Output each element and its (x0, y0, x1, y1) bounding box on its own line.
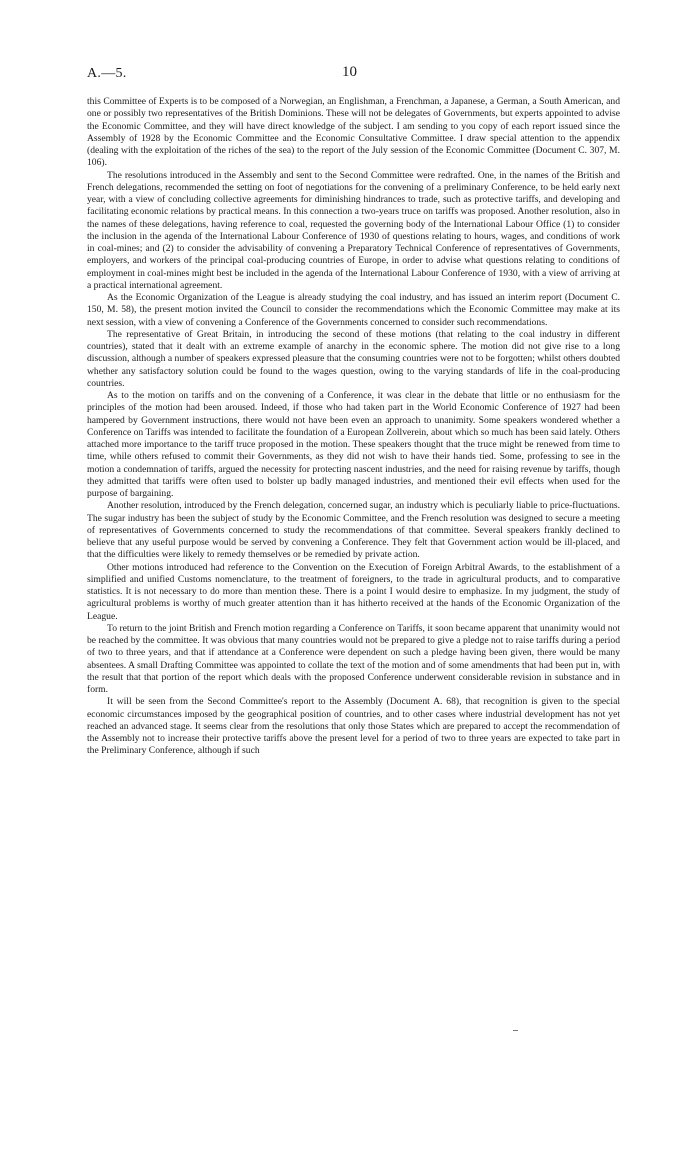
paragraph-2: The resolutions introduced in the Assembly and sent to the Second Committee were redrafted. One, in the names of the British and French delegations, recommended the setting on foot of negotiations for the convening of a preliminary Conference, to be held early next year, with a view of concluding collective agreements for diminishing hindrances to trade, such as protective tariffs, and developing and facilitating economic relations by practical means. In this connection a two-years truce on tariffs was proposed. Another resolution, also in the names of these delegations, having reference to coal, requested the governing body of the International Labour Office (1) to consider the inclusion in the agenda of the International Labour Conference of 1930 of questions relating to hours, wages, and conditions of work in coal-mines; and (2) to consider the advisability of convening a Preparatory Technical Conference of representatives of Governments, employers, and workers of the principal coal-producing countries of Europe, in order to advise what questions relating to conditions of employment in coal-mines might best be included in the agenda of the International Labour Conference of 1930, with a view of arriving at a practical international agreement. (87, 169, 620, 291)
paragraph-8: To return to the joint British and French motion regarding a Conference on Tariffs, it soon became apparent that unanimity would not be reached by the committee. It was obvious that many countries would not be prepared to give a pledge not to raise tariffs during a period of two to three years, and that if attendance at a Conference were dependent on such a pledge having been given, there would be many absentees. A small Drafting Committee was appointed to collate the text of the motion and of some amendments that had been put in, with the result that that portion of the report which deals with the proposed Conference underwent considerable revision in substance and in form. (87, 622, 620, 695)
page-number: 10 (342, 64, 357, 80)
scan-mark (513, 1030, 518, 1031)
paragraph-7: Other motions introduced had reference to the Convention on the Execution of Foreign Arbitral Awards, to the establishment of a simplified and unified Customs nomenclature, to the treatment of foreigners, to the trade in agricultural products, and to comparative statistics. It is not necessary to do more than mention these. There is a point I would desire to emphasize. In my judgment, the study of agricultural problems is worthy of much greater attention than it has hitherto received at the hands of the Economic Organization of the League. (87, 561, 620, 622)
paragraph-5: As to the motion on tariffs and on the convening of a Conference, it was clear in the debate that little or no enthusiasm for the principles of the motion had been aroused. Indeed, if those who had taken part in the World Economic Conference of 1927 had been hampered by Government instructions, there would not have been even an approach to unanimity. Some speakers wondered whether a Conference on Tariffs was intended to facilitate the foundation of a European Zollverein, about which so much has been said lately. Others attached more importance to the tariff truce proposed in the motion. These speakers thought that the truce might be renewed from time to time, while others refused to commit their Governments, as they did not wish to have their hands tied. Some, professing to see in the motion a condemnation of tariffs, argued the necessity for protecting nascent industries, and the need for raising revenue by tariffs, though they admitted that tariffs were often used to bolster up badly managed industries, and mentioned their evil effects when used for the purpose of bargaining. (87, 390, 620, 499)
paragraph-6: Another resolution, introduced by the French delegation, concerned sugar, an industry which is peculiarly liable to price-fluctuations. The sugar industry has been the subject of study by the Economic Committee, and the French resolution was designed to secure a meeting of representatives of Governments concerned to study the recommendations of that committee. Several speakers frankly declined to believe that any useful purpose would be served by convening a Conference. They felt that Government action would be ill-placed, and that the difficulties were likely to remedy themselves or be remedied by private action. (87, 500, 620, 561)
paragraph-9: It will be seen from the Second Committee's report to the Assembly (Document A. 68), that recognition is given to the special economic circumstances imposed by the geographical position of countries, and to other cases where industrial development has not yet reached an advanced stage. It seems clear from the resolutions that only those States which are prepared to accept the recommendation of the Assembly not to increase their protective tariffs above the present level for a period of two to three years are expected to take part in the Preliminary Conference, although if such (87, 696, 620, 757)
paragraph-3: As the Economic Organization of the League is already studying the coal industry, and has issued an interim report (Document C. 150, M. 58), the present motion invited the Council to consider the recommendations which the Economic Committee may make at its next session, with a view of convening a Conference of the Governments concerned to consider such recommendations. (87, 292, 620, 328)
document-reference: A.—5. (87, 66, 127, 81)
paragraph-1: this Committee of Experts is to be composed of a Norwegian, an Englishman, a Frenchman, a Japanese, a German, a South American, and one or possibly two representatives of the British Dominions. These will not be delegates of Governments, but experts appointed to advise the Economic Committee, and they will have direct knowledge of the subject. I am sending to you copy of each report issued since the Assembly of 1928 by the Economic Committee and the Economic Consultative Committee. I draw special attention to the appendix (dealing with the exploitation of the riches of the sea) to the report of the July session of the Economic Committee (Document C. 307, M. 106). (87, 96, 620, 169)
body-text (87, 96, 620, 758)
paragraph-4: The representative of Great Britain, in introducing the second of these motions (that relating to the coal industry in different countries), stated that it dealt with an extreme example of anarchy in the economic sphere. The motion did not give rise to a long discussion, although a number of speakers expressed pleasure that the consuming countries were not to be forgotten; whilst others doubted whether any satisfactory solution could be found to the wages question, owing to the varying standards of life in the coal-producing countries. (87, 328, 620, 389)
